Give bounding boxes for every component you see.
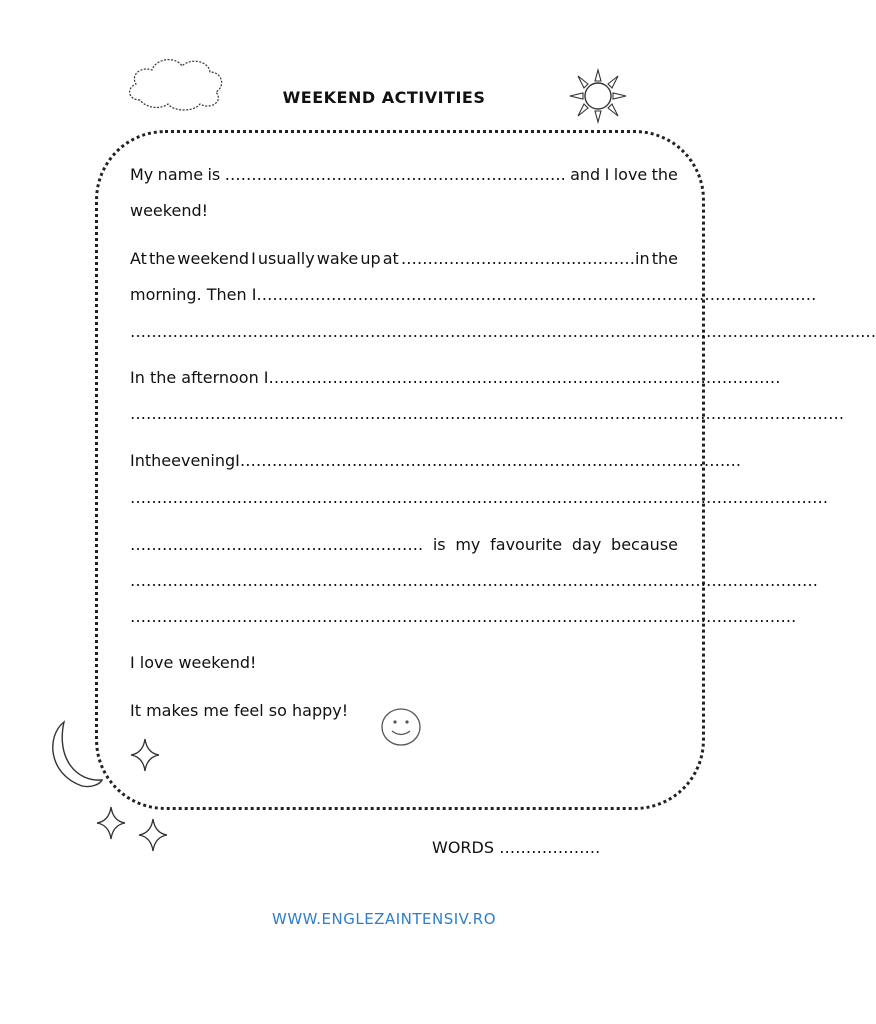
line-11: ………………………………………………………………………………………………………………… xyxy=(130,571,818,590)
line-3 xyxy=(130,249,678,269)
line-word: I xyxy=(604,165,610,184)
line-14: It makes me feel so happy! xyxy=(130,701,349,720)
line-word: ………………………………………………………. xyxy=(224,165,566,184)
line-word: at xyxy=(382,249,399,268)
star-icon xyxy=(130,738,160,772)
footer-url[interactable]: WWW.ENGLEZAINTENSIV.RO xyxy=(271,910,496,928)
line-word: usually xyxy=(257,249,315,268)
line-word: the xyxy=(651,249,678,268)
line-word: favourite xyxy=(490,535,563,554)
line-5: ………………………………………………………………………………………………………………………..… xyxy=(130,322,876,341)
line-word: is xyxy=(432,535,446,554)
line-9: ………………………………………………………………………………………………………..………… xyxy=(130,488,829,507)
line-8 xyxy=(130,451,741,471)
line-word: the xyxy=(651,165,678,184)
line-2: weekend! xyxy=(130,201,209,220)
line-word: At xyxy=(130,249,147,268)
line-word: I xyxy=(251,249,256,268)
line-1 xyxy=(130,165,678,185)
line-word: evening xyxy=(171,451,236,470)
line-4: morning. Then I…………………………………………………………………………………………… xyxy=(130,285,817,304)
star-icon xyxy=(138,818,168,852)
line-word: wake xyxy=(316,249,359,268)
line-6: In the afternoon I…………………………………………………………………………………… xyxy=(130,368,781,387)
worksheet-title: WEEKEND ACTIVITIES xyxy=(282,88,486,107)
line-word: day xyxy=(571,535,602,554)
line-word: My xyxy=(130,165,154,184)
line-word: and xyxy=(570,165,601,184)
line-word: ………………………………………………. xyxy=(130,535,424,554)
line-word: love xyxy=(613,165,648,184)
line-word: weekend xyxy=(177,249,249,268)
line-word: my xyxy=(455,535,481,554)
line-word: …………………………..…………in xyxy=(400,249,650,268)
line-word: I…………………………………………………………………………………. xyxy=(235,451,741,470)
line-word: the xyxy=(149,249,176,268)
line-word: because xyxy=(611,535,678,554)
word-count-field: WORDS ………………. xyxy=(432,838,601,857)
line-word: name xyxy=(157,165,204,184)
line-13: I love weekend! xyxy=(130,653,257,672)
line-word: the xyxy=(144,451,172,470)
line-word: In xyxy=(130,451,145,470)
line-10 xyxy=(130,535,678,555)
smiley-icon xyxy=(380,707,422,747)
star-icon xyxy=(96,806,126,840)
line-12: ……………………………………………………………………………………………………….……. xyxy=(130,607,797,626)
line-word: is xyxy=(207,165,221,184)
moon-icon xyxy=(42,718,104,790)
line-7: …………………………………………………………………………..………………………………………… xyxy=(130,404,845,423)
line-word: up xyxy=(360,249,381,268)
